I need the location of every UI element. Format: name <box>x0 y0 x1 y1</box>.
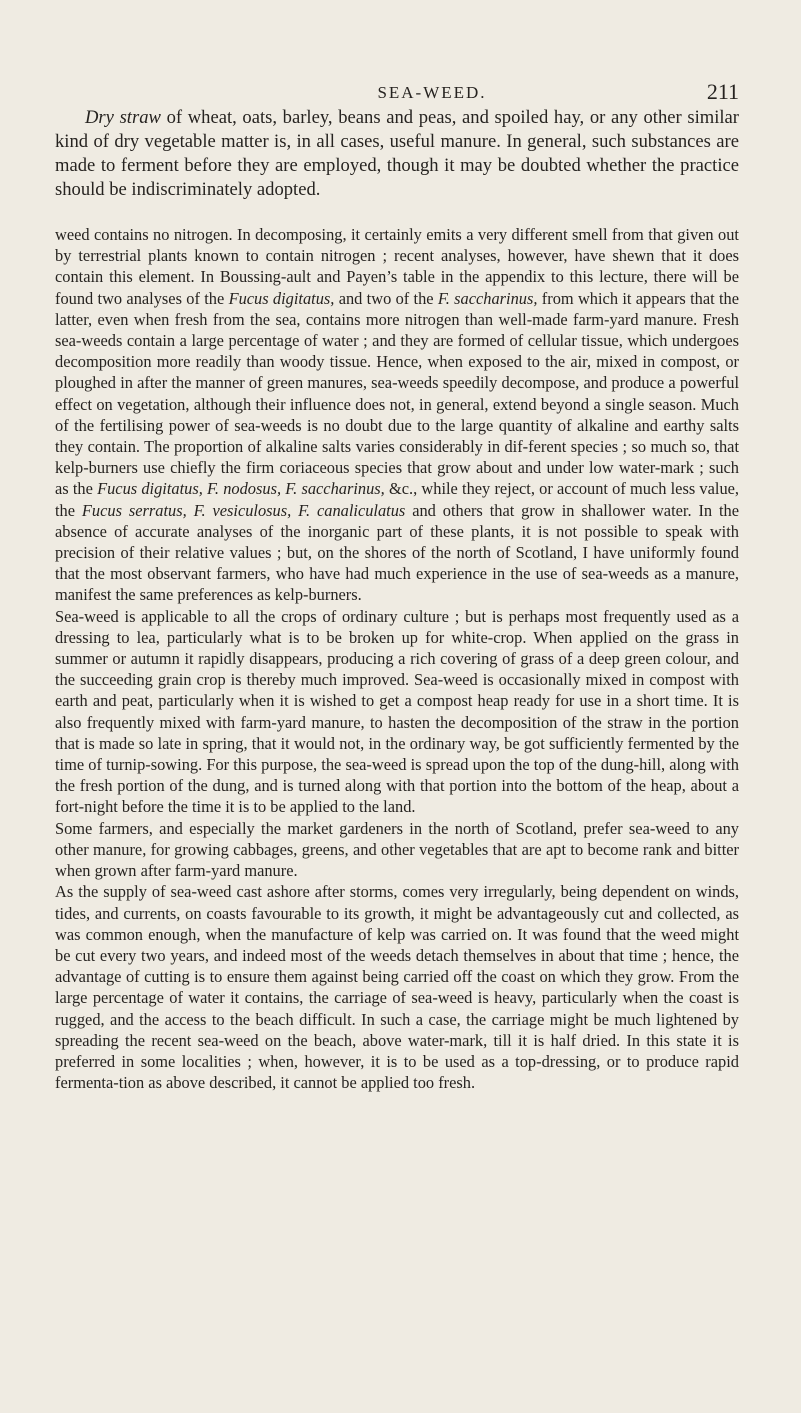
text-column <box>55 106 739 1093</box>
running-title: SEA-WEED. <box>377 83 487 102</box>
italic-term: Fucus serratus, F. vesiculosus, F. canaliculatus <box>81 500 406 520</box>
italic-term: Dry straw <box>85 107 161 128</box>
paragraph-text: of wheat, oats, barley, beans and peas, and spoiled hay, or any other similar kind of dry vegetable matter is, in all cases, useful manure. In general, such substances are made to ferment before they are employed, though it may be doubted whether the practice should be indiscriminately adopted. <box>55 107 739 200</box>
text-run: weed contains no nitrogen. In decomposing, it certainly emits a very different smell from that given out by terrestrial plants known to contain nitrogen ; recent analyses, however, have shewn that it does contain this element. In Boussing-ault and Payen’s table in the appendix to this lecture, there will be found two analyses of the <box>55 225 739 308</box>
running-header <box>55 0 739 106</box>
page-number: 211 <box>706 79 739 104</box>
paragraph-market-gardeners: Some farmers, and especially the market gardeners in the north of Scotland, prefer sea-weed to any other manure, for growing cabbages, greens, and other vegetables that are apt to become rank and bitter when grown after farm-yard manure. <box>55 818 739 881</box>
text-run: &c., while they reject, or account of much less value, the <box>55 479 740 520</box>
text-run: and others that grow in shallower water. In the absence of accurate analyses of the inorganic part of these plants, it is not possible to speak with precision of their relative values ; but, on the shores of the north of Scotland, I have uniformly found that the most observant farmers, who have had much experience in the use of sea-weeds as a manure, manifest the same preferences as kelp-burners. <box>55 500 740 605</box>
text-run: from which it appears that the latter, even when fresh from the sea, contains more nitrogen than well-made farm-yard manure. Fresh sea-weeds contain a large percentage of water ; and they are formed of cellular tissue, which undergoes decomposition more readily than woody tissue. Hence, when exposed to the air, mixed in compost, or ploughed in after the manner of green manures, sea-weeds speedily decompose, and produce a powerful effect on vegetation, although their influence does not, in general, extend beyond a single season. Much of the fertilising power of sea-weeds is no doubt due to the large quantity of alkaline and earthy salts they contain. The proportion of alkaline salts varies considerably in dif-ferent species ; so much so, that kelp-burners use chiefly the firm coriaceous species that grow about and under low water-mark ; such as the <box>55 288 739 499</box>
paragraph-dry-straw <box>55 106 739 202</box>
italic-term: F. saccharinus, <box>437 288 538 308</box>
paragraph-application: Sea-weed is applicable to all the crops of ordinary culture ; but is perhaps most frequently used as a dressing to lea, particularly what is to be broken up for white-crop. When applied on the grass in summer or autumn it rapidly disappears, producing a rich covering of grass of a deep green colour, and the succeeding grain crop is thereby much improved. Sea-weed is occasionally mixed in compost with earth and peat, particularly when it is wished to get a compost heap ready for use in a short time. It is also frequently mixed with farm-yard manure, to hasten the decomposition of the straw in the portion that is made so late in spring, that it would not, in the ordinary way, be got sufficiently fermented by the time of turnip-sowing. For this purpose, the sea-weed is spread upon the top of the dung-hill, along with the fresh portion of the dung, and is turned along with that portion into the bottom of the heap, about a fort-night before the time it is to be applied to the land. <box>55 606 739 817</box>
text-run: and two of the <box>334 288 438 308</box>
italic-term: Fucus digitatus, F. nodosus, F. saccharinus, <box>97 479 385 499</box>
paragraph-seaweed-nitrogen <box>55 224 739 606</box>
paragraph-supply: As the supply of sea-weed cast ashore after storms, comes very irregularly, being dependent on winds, tides, and currents, on coasts favourable to its growth, it might be advantageously cut and collected, as was common enough, when the manufacture of kelp was carried on. It was found that the weed might be cut every two years, and indeed most of the weeds detach themselves in about that time ; hence, the advantage of cutting is to ensure them against being carried off the coast on which they grow. From the large percentage of water it contains, the carriage of sea-weed is heavy, particularly when the coast is rugged, and the access to the beach difficult. In such a case, the carriage might be much lightened by spreading the recent sea-weed on the beach, above water-mark, till it is half dried. In this state it is preferred in some localities ; when, however, it is to be used as a top-dressing, or to produce rapid fermenta-tion as above described, it cannot be applied too fresh. <box>55 882 739 1093</box>
italic-term: Fucus digitatus, <box>228 288 335 308</box>
